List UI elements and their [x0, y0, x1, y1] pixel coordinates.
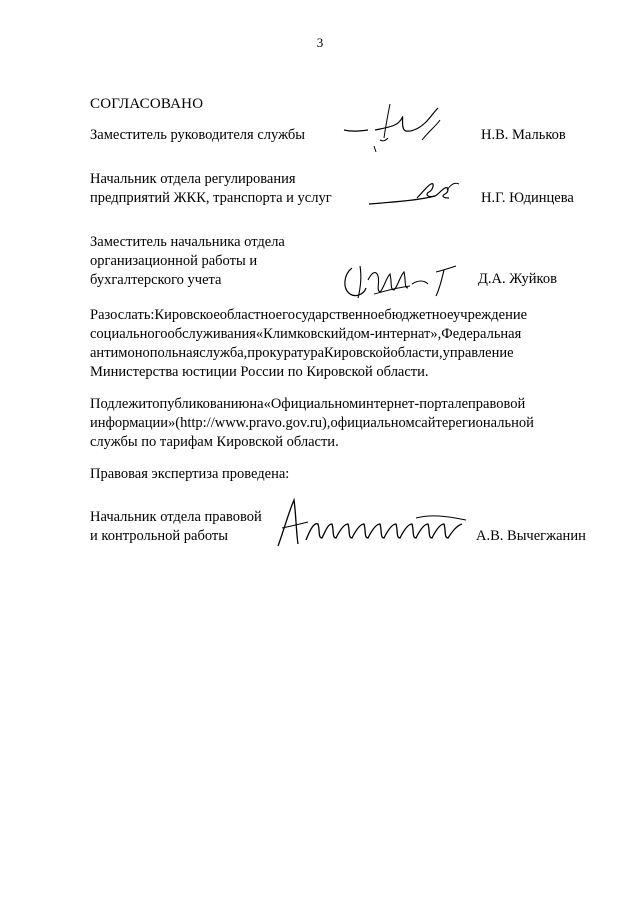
approver-name-1: Н.В. Мальков: [481, 127, 566, 143]
signature-malkov: [340, 100, 450, 162]
legal-head-name: А.В. Вычегжанин: [476, 528, 586, 544]
publication-line: Подлежитопубликованиюна«Официальноминтернет-порталеправовой: [90, 396, 526, 412]
legal-expertise-note: Правовая экспертиза проведена:: [90, 466, 290, 482]
signature-zhuykov: [338, 258, 463, 303]
page-number: 3: [316, 35, 324, 50]
approver-position-line: предприятий ЖКК, транспорта и услуг: [90, 190, 332, 206]
publication-paragraph: [90, 395, 596, 452]
approver-position-3: [90, 233, 285, 290]
approval-heading: СОГЛАСОВАНО: [90, 96, 204, 112]
distribution-line: социальногообслуживания«Климковскийдом-интернат»,Федеральная: [90, 326, 522, 342]
legal-head-position-line: и контрольной работы: [90, 528, 228, 544]
publication-line: информации»(http://www.pravo.gov.ru),официальномсайтерегиональной: [90, 415, 534, 431]
legal-head-position: [90, 508, 262, 546]
publication-line: службы по тарифам Кировской области.: [90, 434, 339, 450]
approver-position-line: бухгалтерского учета: [90, 272, 222, 288]
distribution-line: антимонопольнаяслужба,прокуратураКировскойобласти,управление: [90, 345, 514, 361]
distribution-paragraph: [90, 306, 596, 382]
approver-position-line: Заместитель руководителя службы: [90, 127, 306, 143]
approver-name-3: Д.А. Жуйков: [478, 271, 557, 287]
legal-head-position-line: Начальник отдела правовой: [90, 509, 262, 525]
signature-yudintseva: [365, 172, 465, 212]
approver-position-line: Начальник отдела регулирования: [90, 171, 296, 187]
approver-position-2: [90, 170, 332, 208]
signature-vychegzhanin: [266, 494, 476, 552]
approver-position-line: Заместитель начальника отдела: [90, 234, 285, 250]
approver-position-line: организационной работы и: [90, 253, 258, 269]
approver-position-1: [90, 126, 305, 145]
distribution-line: Разослать:Кировскоеобластноегосударственноебюджетноеучреждение: [90, 307, 528, 323]
approver-name-2: Н.Г. Юдинцева: [481, 190, 574, 206]
distribution-line: Министерства юстиции России по Кировской области.: [90, 364, 429, 380]
